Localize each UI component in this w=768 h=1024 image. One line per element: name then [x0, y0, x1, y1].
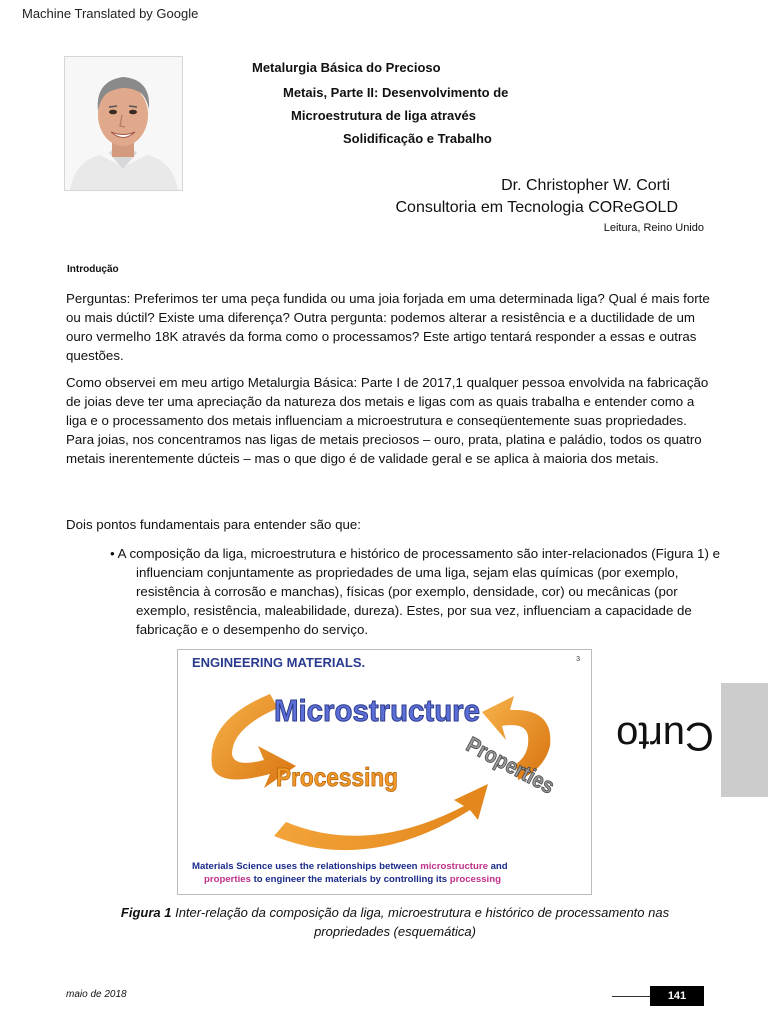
processing-label: Processing [276, 762, 398, 792]
machine-translated-notice: Machine Translated by Google [22, 6, 199, 21]
figure-footer-processing: processing [449, 874, 501, 885]
article-title-line-4: Solidificação e Trabalho [343, 131, 492, 146]
figure-footer-text: and [487, 861, 508, 872]
figure-footer-properties: properties [204, 874, 251, 885]
figure-caption-text: Inter-relação da composição da liga, microestrutura e histórico de processamento nas propriedades (esquemática) [171, 905, 670, 939]
figure-footer-text: to engineer the materials by controlling its [250, 874, 450, 885]
paragraph-1: Perguntas: Preferimos ter uma peça fundida ou uma joia forjada em uma determinada liga? Qual é mais forte ou mais dúctil? Existe uma diferença? Outra pergunta: podemos alterar a resistência e a ductilidade de um ouro vermelho 18K através da forma como o processamos? Este artigo tentará responder a essas e outras questões. [66, 291, 710, 363]
figure-caption [100, 903, 690, 941]
svg-text:properties to engineer the mat [204, 874, 501, 885]
article-title-line-1: Metalurgia Básica do Precioso [252, 60, 441, 75]
paragraph-3: Dois pontos fundamentais para entender são que: [66, 517, 361, 532]
bullet-point: • A composição da liga, microestrutura e histórico de processamento são inter-relacionados (Figura 1) e influenciam conjuntamente as propriedades de uma liga, sejam elas químicas (por exemplo, resistência à corrosão e manchas), físicas (por exemplo, densidade, cor) ou mecânicas (por exemplo, resistência, maleabilidade, dureza). Estes, por sua vez, influenciam a capacidade de fabricação e o desempenho do serviço. [110, 546, 720, 637]
figure-footer-microstructure: microstructure [420, 861, 488, 872]
author-name: Dr. Christopher W. Corti [501, 177, 670, 194]
figure-1-image [177, 649, 592, 895]
author-company: Consultoria em Tecnologia COReGOLD [395, 199, 678, 216]
figure-footer-text: Materials Science uses the relationships between [192, 861, 421, 872]
article-title-line-3: Microestrutura de liga através [291, 108, 476, 123]
issue-date: maio de 2018 [66, 989, 127, 1000]
microstructure-label: Microstructure [274, 693, 480, 728]
properties-label: Properties [462, 731, 571, 805]
author-photo [64, 56, 183, 191]
author-location: Leitura, Reino Unido [603, 222, 704, 234]
svg-text:Materials Science uses the rel [192, 861, 508, 872]
section-heading: Introdução [67, 264, 119, 275]
figure-slide-number: 3 [576, 656, 580, 663]
figure-heading: ENGINEERING MATERIALS. [192, 655, 366, 670]
paragraph-2: Como observei em meu artigo Metalurgia Básica: Parte I de 2017,1 qualquer pessoa envolvida na fabricação de joias deve ter uma apreciação da natureza dos metais e ligas com as quais trabalha e entender como a liga e o processamento dos metais influenciam a microestrutura e conseqüentemente suas propriedades. Para joias, nos concentramos nas ligas de metais preciosos – ouro, prata, platina e paládio, todos os quatro metais inerentemente dúcteis – mas o que digo é de validade geral e se aplica à maioria dos metais. [66, 375, 709, 466]
side-tab-label: Curto [616, 714, 714, 758]
page-number: 141 [650, 986, 704, 1006]
figure-caption-label: Figura 1 [120, 905, 172, 920]
footer-rule [612, 996, 650, 997]
article-title-line-2: Metais, Parte II: Desenvolvimento de [283, 85, 509, 100]
